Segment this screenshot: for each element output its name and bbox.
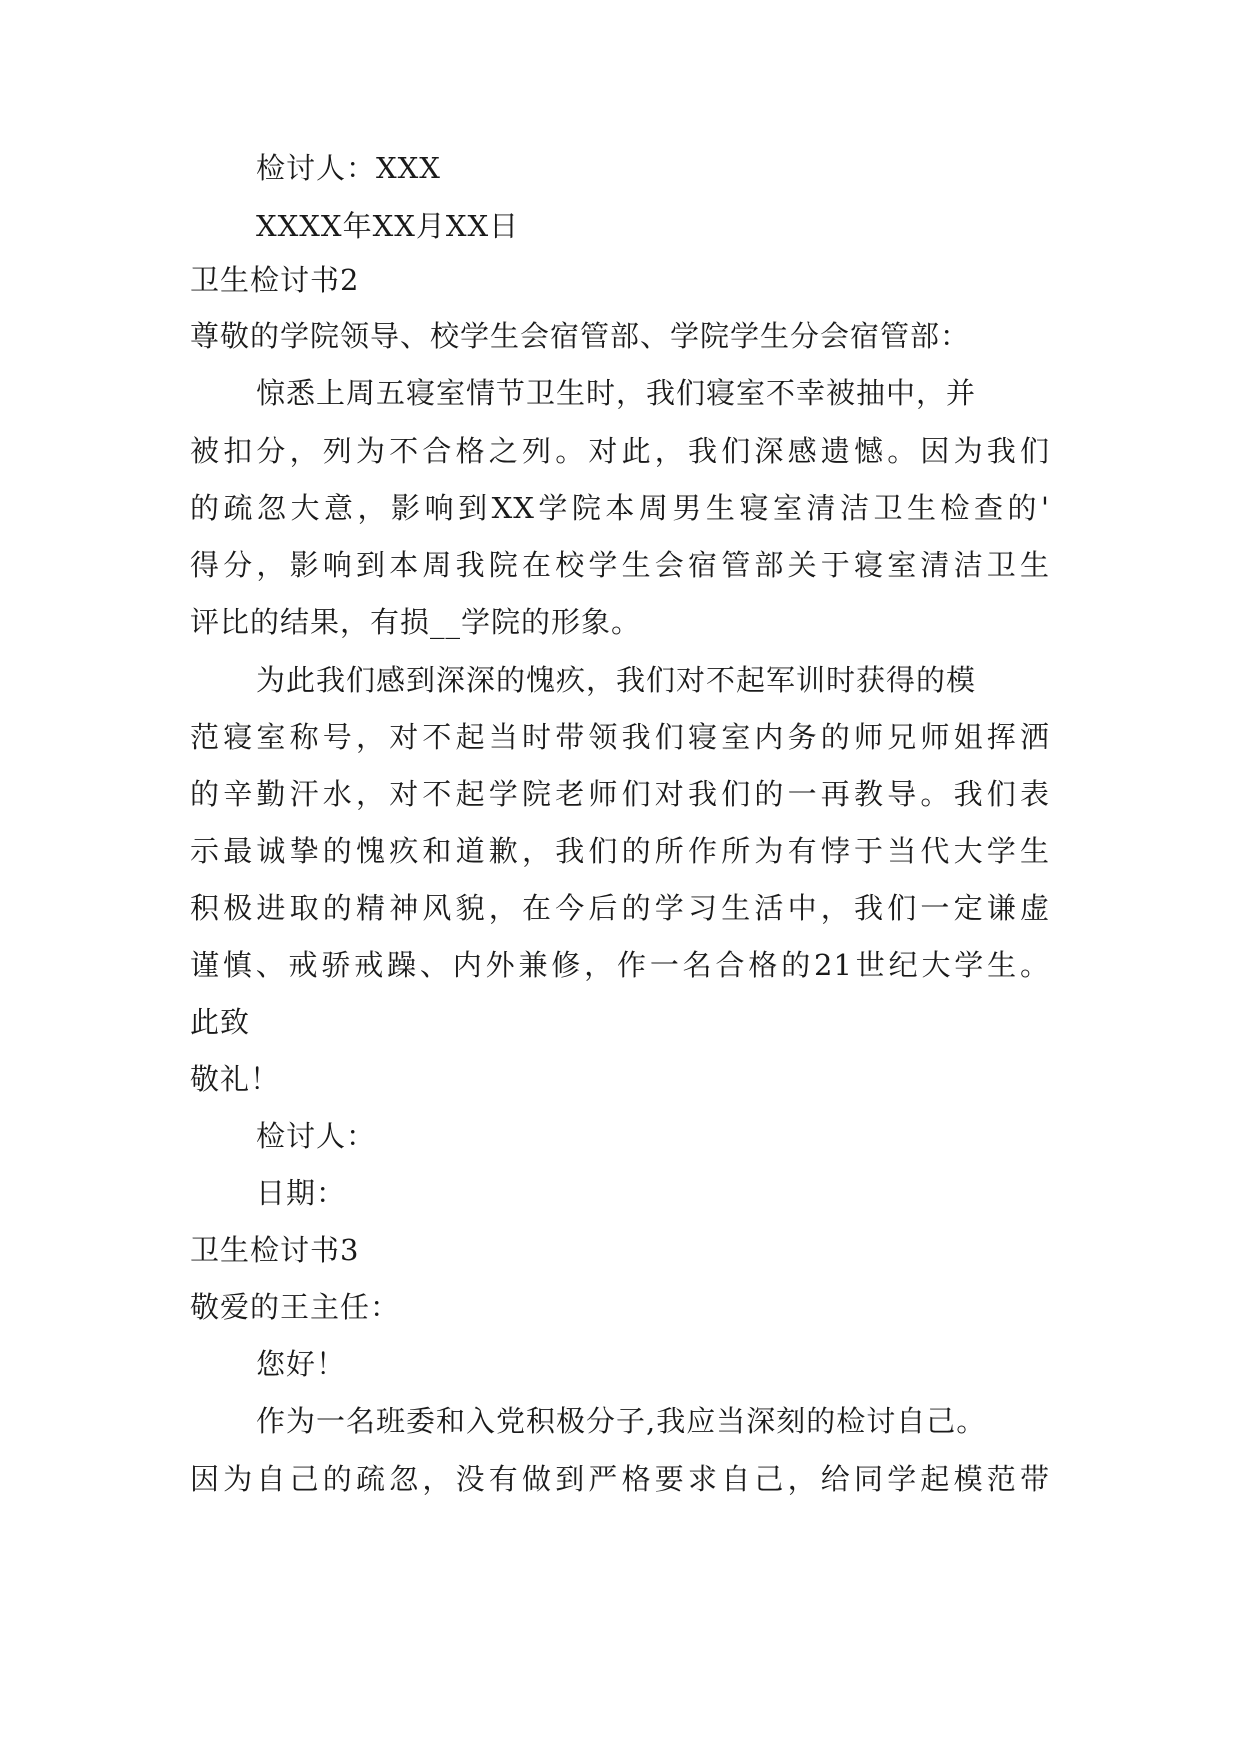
- paragraph-line: 的辛勤汗水，对不起学院老师们对我们的一再教导。我们表: [190, 777, 1050, 811]
- date-line: 日期：: [256, 1176, 347, 1210]
- signer-line: 检讨人：: [256, 1119, 377, 1153]
- paragraph-line: 得分，影响到本周我院在校学生会宿管部关于寝室清洁卫生: [190, 548, 1050, 582]
- section-title: 卫生检讨书3: [190, 1233, 360, 1267]
- paragraph-line: 为此我们感到深深的愧疚，我们对不起军训时获得的模: [256, 663, 977, 697]
- paragraph-line: 惊悉上周五寝室情节卫生时，我们寝室不幸被抽中，并: [256, 376, 977, 410]
- salutation: 尊敬的学院领导、校学生会宿管部、学院学生分会宿管部：: [190, 319, 971, 353]
- paragraph-line: 的疏忽大意，影响到XX学院本周男生寝室清洁卫生检查的': [190, 491, 1050, 525]
- paragraph-line: 范寝室称号，对不起当时带领我们寝室内务的师兄师姐挥洒: [190, 720, 1050, 754]
- closing-line: 此致: [190, 1005, 251, 1039]
- paragraph-line: 被扣分，列为不合格之列。对此，我们深感遗憾。因为我们: [190, 434, 1050, 468]
- paragraph-line: 积极进取的精神风貌，在今后的学习生活中，我们一定谦虚: [190, 891, 1050, 925]
- section-title: 卫生检讨书2: [190, 263, 360, 297]
- salutation: 敬爱的王主任：: [190, 1290, 401, 1324]
- signer-line: 检讨人：XXX: [256, 151, 441, 185]
- paragraph-line: 谨慎、戒骄戒躁、内外兼修，作一名合格的21世纪大学生。: [190, 948, 1050, 982]
- greeting-line: 您好！: [256, 1347, 347, 1381]
- paragraph-line: 示最诚挚的愧疚和道歉，我们的所作所为有悖于当代大学生: [190, 834, 1050, 868]
- date-line: XXXX年XX月XX日: [256, 209, 520, 243]
- paragraph-line: 作为一名班委和入党积极分子,我应当深刻的检讨自己。: [256, 1404, 987, 1438]
- paragraph-line: 因为自己的疏忽，没有做到严格要求自己，给同学起模范带: [190, 1462, 1050, 1496]
- closing-line: 敬礼！: [190, 1062, 281, 1096]
- paragraph-line: 评比的结果，有损__学院的形象。: [190, 605, 642, 639]
